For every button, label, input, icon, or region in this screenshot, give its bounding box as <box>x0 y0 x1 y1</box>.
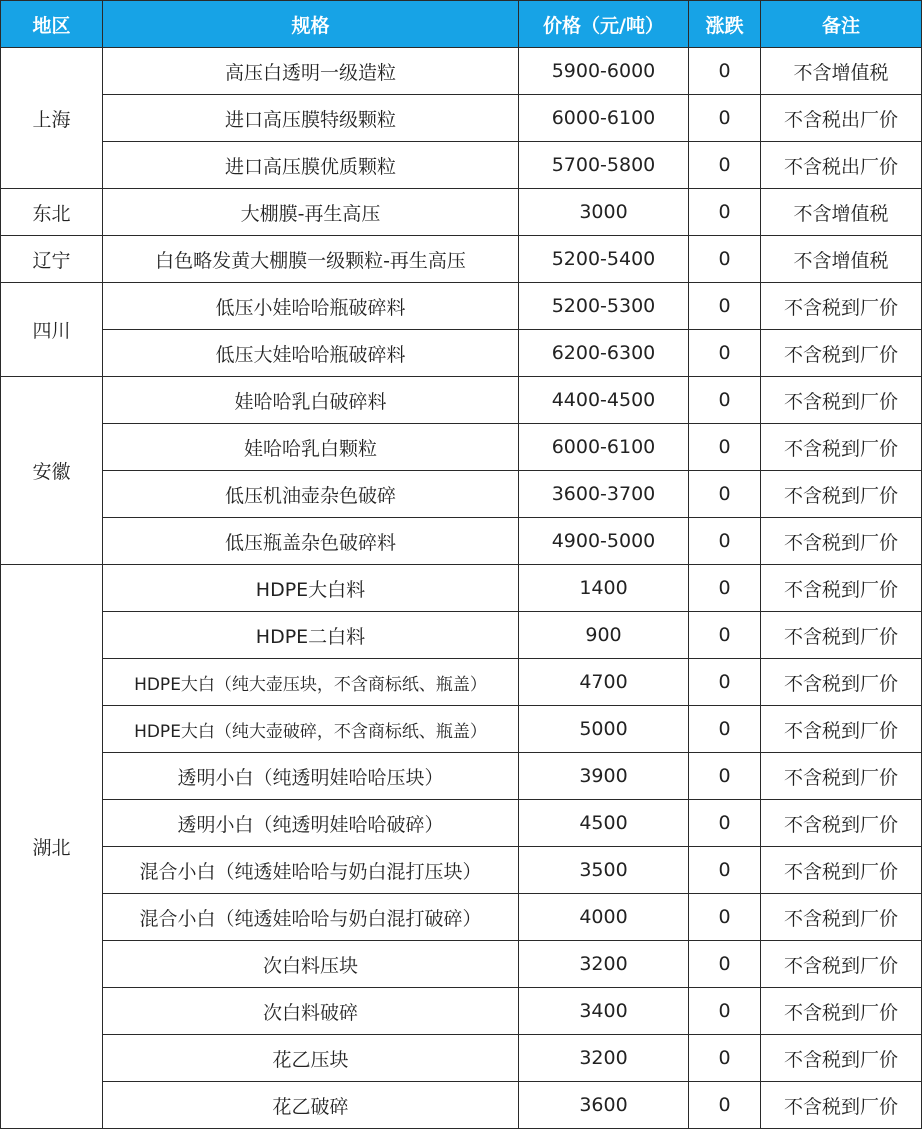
header-price: 价格（元/吨） <box>519 1 689 48</box>
note-cell: 不含增值税 <box>761 189 922 236</box>
note-cell: 不含税到厂价 <box>761 706 922 753</box>
region-cell: 上海 <box>1 48 103 189</box>
change-cell: 0 <box>689 565 761 612</box>
table-row <box>1 941 922 988</box>
price-cell: 4500 <box>519 800 689 847</box>
note-cell: 不含税到厂价 <box>761 377 922 424</box>
change-cell: 0 <box>689 894 761 941</box>
spec-cell: 透明小白（纯透明娃哈哈破碎） <box>103 800 519 847</box>
table-header <box>1 1 922 48</box>
spec-cell: 低压大娃哈哈瓶破碎料 <box>103 330 519 377</box>
spec-cell: 混合小白（纯透娃哈哈与奶白混打破碎） <box>103 894 519 941</box>
note-cell: 不含增值税 <box>761 236 922 283</box>
change-cell: 0 <box>689 424 761 471</box>
table-row <box>1 330 922 377</box>
spec-cell: 低压瓶盖杂色破碎料 <box>103 518 519 565</box>
change-cell: 0 <box>689 189 761 236</box>
spec-cell: 白色略发黄大棚膜一级颗粒-再生高压 <box>103 236 519 283</box>
price-cell: 3600 <box>519 1082 689 1129</box>
change-cell: 0 <box>689 518 761 565</box>
header-note: 备注 <box>761 1 922 48</box>
price-cell: 5900-6000 <box>519 48 689 95</box>
table-row <box>1 1035 922 1082</box>
note-cell: 不含税到厂价 <box>761 518 922 565</box>
table-row <box>1 189 922 236</box>
change-cell: 0 <box>689 95 761 142</box>
change-cell: 0 <box>689 612 761 659</box>
spec-cell: 低压机油壶杂色破碎 <box>103 471 519 518</box>
change-cell: 0 <box>689 988 761 1035</box>
table-row <box>1 753 922 800</box>
region-cell: 四川 <box>1 283 103 377</box>
price-cell: 5000 <box>519 706 689 753</box>
table-row <box>1 612 922 659</box>
price-cell: 3400 <box>519 988 689 1035</box>
header-row <box>1 1 922 48</box>
region-cell: 安徽 <box>1 377 103 565</box>
note-cell: 不含税到厂价 <box>761 1082 922 1129</box>
spec-cell: 次白料破碎 <box>103 988 519 1035</box>
change-cell: 0 <box>689 236 761 283</box>
spec-cell: HDPE二白料 <box>103 612 519 659</box>
change-cell: 0 <box>689 753 761 800</box>
header-change: 涨跌 <box>689 1 761 48</box>
table-row <box>1 236 922 283</box>
note-cell: 不含税到厂价 <box>761 424 922 471</box>
table-row <box>1 142 922 189</box>
spec-cell: 娃哈哈乳白破碎料 <box>103 377 519 424</box>
price-cell: 3900 <box>519 753 689 800</box>
change-cell: 0 <box>689 847 761 894</box>
spec-cell: HDPE大白（纯大壶破碎，不含商标纸、瓶盖） <box>103 706 519 753</box>
spec-cell: 透明小白（纯透明娃哈哈压块） <box>103 753 519 800</box>
spec-cell: 花乙压块 <box>103 1035 519 1082</box>
spec-cell: 大棚膜-再生高压 <box>103 189 519 236</box>
note-cell: 不含税到厂价 <box>761 988 922 1035</box>
change-cell: 0 <box>689 800 761 847</box>
spec-cell: 混合小白（纯透娃哈哈与奶白混打压块） <box>103 847 519 894</box>
note-cell: 不含增值税 <box>761 48 922 95</box>
header-region: 地区 <box>1 1 103 48</box>
note-cell: 不含税到厂价 <box>761 659 922 706</box>
spec-cell: 娃哈哈乳白颗粒 <box>103 424 519 471</box>
table-row <box>1 1082 922 1129</box>
table-row <box>1 847 922 894</box>
note-cell: 不含税到厂价 <box>761 330 922 377</box>
note-cell: 不含税到厂价 <box>761 847 922 894</box>
spec-cell: 高压白透明一级造粒 <box>103 48 519 95</box>
price-cell: 4700 <box>519 659 689 706</box>
table-row <box>1 95 922 142</box>
note-cell: 不含税到厂价 <box>761 753 922 800</box>
table-body <box>1 48 922 1129</box>
change-cell: 0 <box>689 659 761 706</box>
table-row <box>1 424 922 471</box>
price-cell: 6200-6300 <box>519 330 689 377</box>
price-cell: 5200-5300 <box>519 283 689 330</box>
price-cell: 6000-6100 <box>519 424 689 471</box>
price-cell: 3200 <box>519 941 689 988</box>
price-cell: 3600-3700 <box>519 471 689 518</box>
price-cell: 3500 <box>519 847 689 894</box>
table-row <box>1 988 922 1035</box>
note-cell: 不含税出厂价 <box>761 95 922 142</box>
note-cell: 不含税到厂价 <box>761 1035 922 1082</box>
table-row <box>1 800 922 847</box>
table-row <box>1 48 922 95</box>
spec-cell: 花乙破碎 <box>103 1082 519 1129</box>
header-spec: 规格 <box>103 1 519 48</box>
price-cell: 6000-6100 <box>519 95 689 142</box>
change-cell: 0 <box>689 941 761 988</box>
note-cell: 不含税到厂价 <box>761 894 922 941</box>
note-cell: 不含税出厂价 <box>761 142 922 189</box>
table-row <box>1 283 922 330</box>
price-cell: 4900-5000 <box>519 518 689 565</box>
note-cell: 不含税到厂价 <box>761 565 922 612</box>
change-cell: 0 <box>689 377 761 424</box>
spec-cell: HDPE大白料 <box>103 565 519 612</box>
spec-cell: 低压小娃哈哈瓶破碎料 <box>103 283 519 330</box>
table-row <box>1 894 922 941</box>
price-cell: 4000 <box>519 894 689 941</box>
table-row <box>1 518 922 565</box>
price-cell: 3000 <box>519 189 689 236</box>
change-cell: 0 <box>689 142 761 189</box>
note-cell: 不含税到厂价 <box>761 283 922 330</box>
change-cell: 0 <box>689 283 761 330</box>
note-cell: 不含税到厂价 <box>761 471 922 518</box>
table-row <box>1 706 922 753</box>
change-cell: 0 <box>689 330 761 377</box>
region-cell: 湖北 <box>1 565 103 1129</box>
spec-cell: HDPE大白（纯大壶压块，不含商标纸、瓶盖） <box>103 659 519 706</box>
price-cell: 900 <box>519 612 689 659</box>
change-cell: 0 <box>689 1035 761 1082</box>
price-cell: 5700-5800 <box>519 142 689 189</box>
price-cell: 3200 <box>519 1035 689 1082</box>
note-cell: 不含税到厂价 <box>761 800 922 847</box>
spec-cell: 次白料压块 <box>103 941 519 988</box>
note-cell: 不含税到厂价 <box>761 941 922 988</box>
price-cell: 4400-4500 <box>519 377 689 424</box>
spec-cell: 进口高压膜特级颗粒 <box>103 95 519 142</box>
region-cell: 东北 <box>1 189 103 236</box>
change-cell: 0 <box>689 706 761 753</box>
change-cell: 0 <box>689 48 761 95</box>
table-row <box>1 377 922 424</box>
change-cell: 0 <box>689 471 761 518</box>
table-row <box>1 565 922 612</box>
note-cell: 不含税到厂价 <box>761 612 922 659</box>
table-row <box>1 471 922 518</box>
price-cell: 5200-5400 <box>519 236 689 283</box>
change-cell: 0 <box>689 1082 761 1129</box>
price-cell: 1400 <box>519 565 689 612</box>
region-cell: 辽宁 <box>1 236 103 283</box>
spec-cell: 进口高压膜优质颗粒 <box>103 142 519 189</box>
table-row <box>1 659 922 706</box>
